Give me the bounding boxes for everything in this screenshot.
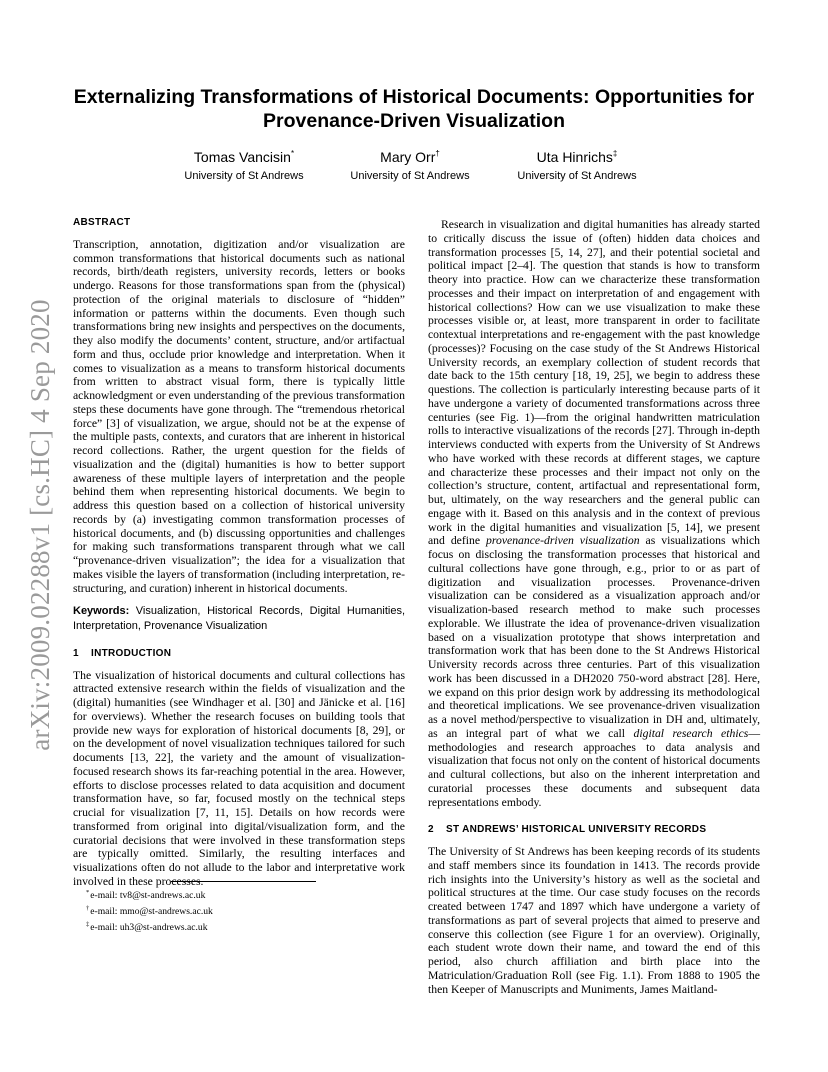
intro-text-part: as visualizations which focus on disclosing the transformation processes that historical and cultural collections have gone through, e.g., prior to or as part of digitization and visualization processes. Provenance-driven visualization can be considered as a visualization approach and/or visualization-based research method to make such processes explorable. We illustrate the idea of provenance-driven visualization based on a visualization prototype that shows interpretation and transformation work that has been done to the St Andrews Historical University records across three centuries. Part of this visualization work has been discussed in a DH2020 750-word abstract [28]. Here, we expand on this prior design work by addressing its methodological and theoretical implications. We see provenance-driven visualization as a novel method/perspective to visualization in DH and, ultimately, as an integral part of what we call: [428, 534, 761, 740]
section-2-heading: [428, 823, 760, 837]
keywords: [73, 604, 405, 634]
footnote-mark: *: [290, 149, 295, 158]
footnote-text: e-mail: mmo@st-andrews.ac.uk: [90, 906, 213, 917]
footnote-text: e-mail: tv8@st-andrews.ac.uk: [90, 890, 206, 901]
footnote-mark: *: [86, 889, 90, 896]
intro-text-part: Research in visualization and digital humanities has already started to critically discuss the issue of (often) hidden data choices and transformation processes [5, 14, 27], and their potential societal and political impact [2–4]. The question that stands is how to transform theory into practice. How can we characterize these transformation processes and their impact on interpretation of and engagement with historical collections? How can we use visualization to make these processes visible or, at least, more transparent in order to facilitate contextual interpretations and re-engagement with the past knowledge (processes)? Focusing on the case study of the St Andrews Historical University records, an exemplary collection of student records that date back to the 15th century [18, 19, 25], we begin to address these questions. The collection is particularly interesting because parts of it have undergone a variety of documented transformations across three centuries (see Fig. 1)—from the original handwritten matriculation rolls to interactive visualizations of the records [27]. Through in-depth interviews conducted with experts from the University of St Andrews who have worked with these records at different stages, we capture and characterize these processes and their impact not only on the collection’s structure, content, artifactual and representational form, but, ultimately, on the way researchers and the general public can engage with it. Based on this analysis and in the context of previous work in the digital humanities and visualization [5, 14], we present and define: [428, 218, 760, 548]
author-3: [487, 145, 667, 184]
author-affiliation: University of St Andrews: [517, 170, 637, 182]
author-2: [320, 145, 500, 184]
section-number: 2: [428, 824, 434, 836]
footnotes: [86, 886, 406, 934]
footnote-text: e-mail: uh3@st-andrews.ac.uk: [90, 922, 208, 933]
arxiv-identifier: arXiv:2009.02288v1 [cs.HC] 4 Sep 2020: [25, 299, 55, 751]
footnote: [86, 902, 406, 918]
section-title: ST ANDREWS’ HISTORICAL UNIVERSITY RECORDS: [446, 824, 707, 836]
intro-emphasis: provenance-driven visualization: [486, 534, 640, 548]
footnote-mark: †: [435, 149, 440, 158]
arxiv-side-stamp: [22, 290, 62, 760]
author-affiliation: University of St Andrews: [184, 170, 304, 182]
author-name: Uta Hinrichs: [536, 149, 613, 165]
footnote-rule: [171, 881, 316, 882]
intro-continued-text: [428, 218, 760, 809]
abstract-text: Transcription, annotation, digitization and/or visualization are common transformations that historical documents such as national records, birth/death registers, university records, letters or books undergo. Reasons for those transformations span from the (physical) protection of the original materials to disclosure of “hidden” information or patterns within the documents. Even though such transformations bring new insights and perspectives on the documents, they also modify the documents’ content, structure, and/or artifactual form and thus, occlude prior knowledge and interpretation. When it comes to visualization as a means to transform historical documents from written to abstract visual form, there is typically little acknowledgment or even understanding of the previous transformation steps these documents have gone through. The “tremendous rhetorical force” [3] of visualization, we argue, should not be at the expense of the multiple pasts, contexts, and curators that are inherent in historical record collections. Rather, the urgent question for the fields of visualization and the (digital) humanities is how to better support awareness of these multiple layers of interpretation and the people behind them when representing historical documents. We begin to address this question based on a collection of historical university records by (a) investigating common transformation processes of historical documents, and (b) discussing opportunities and challenges for making such transformations transparent through what we call “provenance-driven visualization”; the idea for a visualization that makes visible the layers of transformation (including interpretation, re-structuring, and curation) inherent in historical documents.: [73, 237, 406, 595]
author-name: Mary Orr: [380, 149, 436, 165]
section-title: INTRODUCTION: [91, 647, 172, 659]
author-name: Tomas Vancisin: [193, 149, 291, 165]
author-affiliation: University of St Andrews: [350, 170, 470, 182]
keywords-label: Keywords:: [73, 605, 130, 618]
footnote-mark: †: [86, 905, 90, 912]
section-2-text: The University of St Andrews has been keeping records of its students and staff members since its foundation in 1413. The records provide rich insights into the University’s history as well as the societal and political structures at the time. Our case study focuses on the records created between 1747 and 1897 which have undergone a variety of transformations as part of several projects that aimed to preserve and conserve this collection (see Figure 1 for an overview). Originally, each student wrote down their name, and toward the end of this period, also church affiliation and birth place into the Matriculation/Graduation Roll (see Fig. 1.1). From 1888 to 1905 the then Keeper of Manuscripts and Muniments, James Maitland-: [428, 845, 760, 996]
right-column: [428, 218, 760, 996]
intro-emphasis: digital research ethics: [633, 726, 749, 740]
keywords-text: Visualization, Historical Records, Digital Humanities, Interpretation, Provenance Visualization: [73, 605, 406, 632]
section-number: 1: [73, 647, 79, 659]
author-1: [154, 145, 334, 184]
section-1-text: The visualization of historical documents and cultural collections has attracted extensive research within the fields of visualization and the (digital) humanities (see Windhager et al. [30] and Jänicke et al. [16] for overviews). Whether the research focuses on building tools that provide new ways for exploration of historical documents [8, 29], or on the development of novel visualization techniques tailored for such documents [13, 22], the variety and the amount of visualization-focused research shows its far-reaching potential in the area. However, efforts to disclose processes related to data acquisition and document transformation have, so far, focused mostly on the technical steps crucial for visualization [7, 11, 15]. Details on how records were transformed from original into digital/visualization form, and the curatorial decisions that were involved in these transformation steps are typically omitted. Similarly, the resulting interfaces and visualizations often do not allude to the labor and interpretative work involved in these processes.: [73, 668, 405, 888]
footnote-mark: ‡: [612, 149, 618, 158]
footnote-mark: ‡: [86, 921, 90, 928]
paper-title: Externalizing Transformations of Historical Documents: Opportunities for Provenance-Driven Visualization: [73, 86, 755, 132]
abstract-heading: ABSTRACT: [73, 217, 131, 228]
intro-text-part: —methodologies and research approaches to data analysis and visualization that focus not only on the content of historical documents and cultural collections, but also on the inherent interpretation and curatorial processes these documents and subsequent data representations embody.: [428, 726, 761, 809]
footnote: [86, 886, 406, 902]
left-column: [73, 216, 405, 889]
section-1-heading: [73, 647, 405, 661]
footnote: [86, 918, 406, 934]
